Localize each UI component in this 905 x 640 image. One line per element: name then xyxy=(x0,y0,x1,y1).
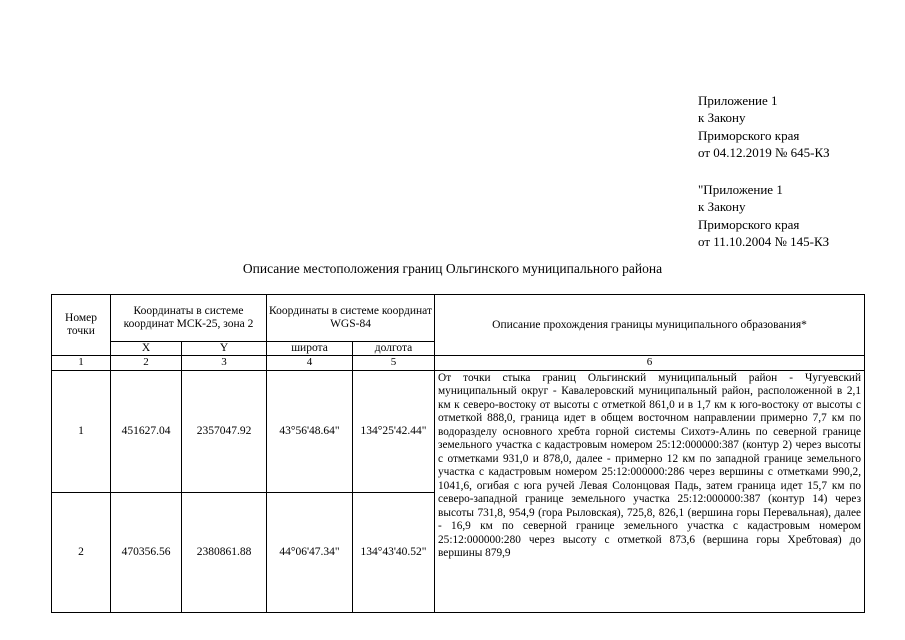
header-row xyxy=(52,295,865,342)
column-number: 3 xyxy=(182,356,267,370)
column-number: 2 xyxy=(111,356,182,370)
coord-latitude: 44°06'47.34" xyxy=(267,492,353,612)
column-number: 6 xyxy=(435,356,865,370)
appendix-reference-original xyxy=(698,181,829,251)
appendix-line: Приложение 1 xyxy=(698,93,778,108)
header-latitude: широта xyxy=(267,342,353,356)
point-number: 1 xyxy=(52,370,111,492)
header-msk25-coordinates: Координаты в системе координат МСК-25, зона 2 xyxy=(111,295,267,342)
boundary-table xyxy=(51,294,865,613)
header-longitude: долгота xyxy=(353,342,435,356)
header-wgs84-coordinates: Координаты в системе координат WGS-84 xyxy=(267,295,435,342)
header-y: Y xyxy=(182,342,267,356)
boundary-description: От точки стыка границ Ольгинский муниципальный район - Чугуевский муниципальный округ - Кавалеровский муниципальный район, расположенной в 2,1 км к северо-востоку от высоты с отметкой 861,0 и в 1,7 км к юго-востоку от высоты с отметкой 888,0, граница идет в общем восточном направлении примерно 7,7 км по водоразделу основного хребта горной системы Сихотэ-Алинь по северной границе земельного участка с кадастровым номером 25:12:000000:387 (контур 2) через высоты с отметками 931,0 и 878,0, далее - примерно 12 км по западной границе земельного участка с кадастровым номером 25:12:000000:286 через вершины с отметками 990,2, 1041,6, огибая с юга ручей Левая Солонцовая Падь, затем граница идет 15,7 км по северо-западной границе земельного участка 25:12:000000:387 (контур 14) через высоты 731,8, 954,9 (гора Рыловская), 725,8, 826,1 (вершина горы Перевальная), далее - 16,9 км по северной границе земельного участка с кадастровым номером 25:12:000000:280 через высоту с отметкой 873,6 (вершина горы Хребтовая) до вершины 879,9 xyxy=(435,370,865,612)
appendix-line: "Приложение 1 xyxy=(698,182,783,197)
appendix-line: к Закону xyxy=(698,199,746,215)
appendix-line: Приморского края xyxy=(698,216,800,232)
table-row xyxy=(52,370,865,492)
column-number: 5 xyxy=(353,356,435,370)
coord-y: 2357047.92 xyxy=(182,370,267,492)
column-number: 4 xyxy=(267,356,353,370)
appendix-line: от 04.12.2019 № 645-КЗ xyxy=(698,145,830,161)
coord-x: 470356.56 xyxy=(111,492,182,612)
header-x: X xyxy=(111,342,182,356)
appendix-reference-current xyxy=(698,92,830,162)
appendix-line: к Закону xyxy=(698,110,746,126)
document-title: Описание местоположения границ Ольгинского муниципального района xyxy=(242,261,663,276)
header-point-number: Номер точки xyxy=(52,295,111,356)
column-number: 1 xyxy=(52,356,111,370)
coord-x: 451627.04 xyxy=(111,370,182,492)
appendix-line: Приморского края xyxy=(698,127,800,143)
point-number: 2 xyxy=(52,492,111,612)
coord-longitude: 134°43'40.52" xyxy=(353,492,435,612)
coord-y: 2380861.88 xyxy=(182,492,267,612)
column-number-row xyxy=(52,356,865,370)
coord-latitude: 43°56'48.64" xyxy=(267,370,353,492)
appendix-line: от 11.10.2004 № 145-КЗ xyxy=(698,234,830,250)
coord-longitude: 134°25'42.44" xyxy=(353,370,435,492)
header-boundary-description: Описание прохождения границы муниципального образования* xyxy=(435,295,865,356)
